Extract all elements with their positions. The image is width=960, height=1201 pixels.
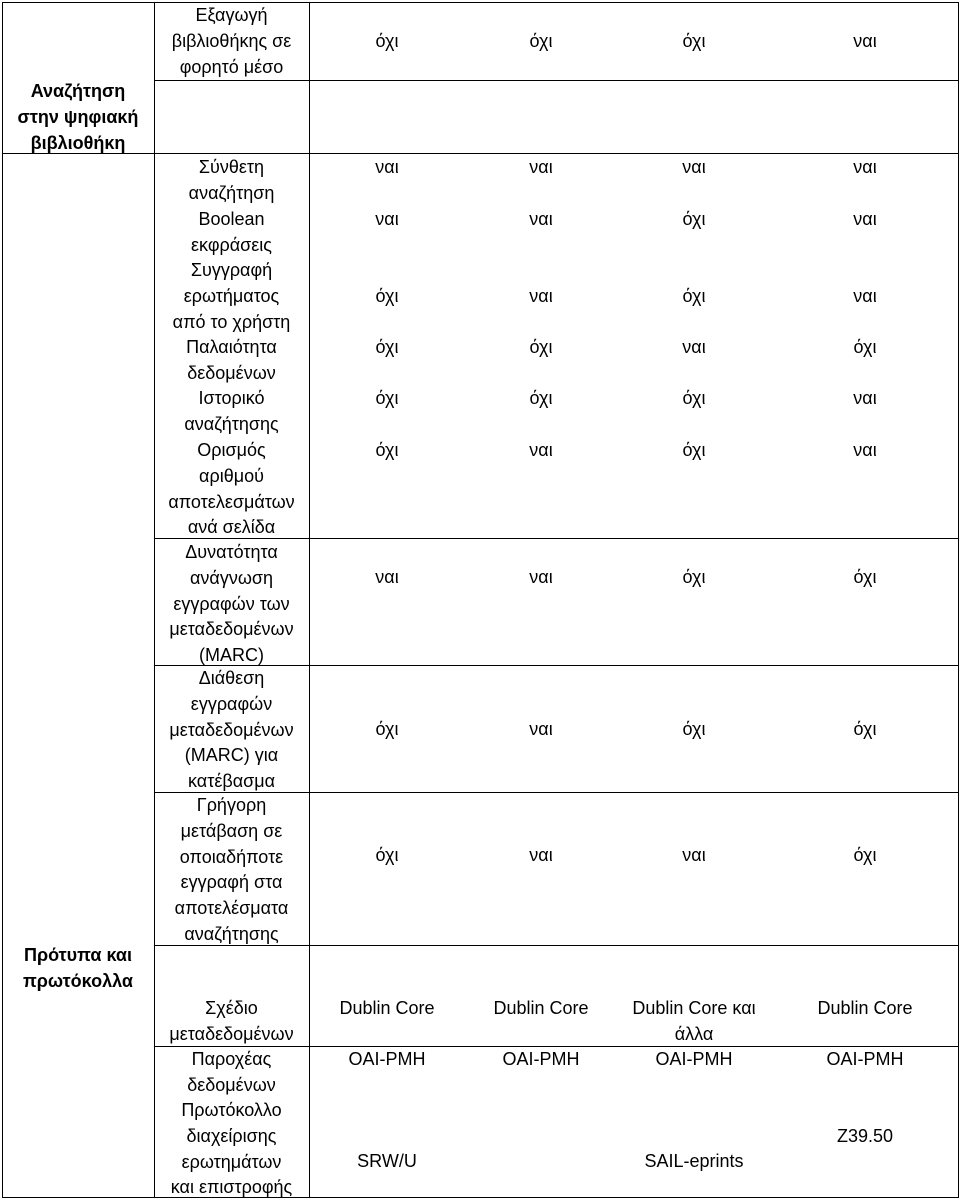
value-cell: ναι <box>853 31 877 51</box>
feature-label: Συγγραφή ερωτήματος από το χρήστη <box>172 260 291 332</box>
value-cell: όχι <box>375 388 399 408</box>
feature-label: Δυνατότητα ανάγνωση εγγραφών των μεταδεδομένων (MARC) <box>169 542 294 666</box>
value-cell: όχι <box>682 286 706 306</box>
feature-label: Πρωτόκολλο διαχείρισης ερωτημάτων και επιστροφής <box>170 1100 293 1198</box>
value-cell: όχι <box>853 845 877 865</box>
value-cell: ναι <box>682 845 706 865</box>
value-cell: OAI-PMH <box>655 1049 733 1069</box>
value-cell: Dublin Core και άλλα <box>632 998 756 1044</box>
value-cell: Z39.50 <box>836 1126 894 1146</box>
value-cell: όχι <box>853 719 877 739</box>
value-cell: ναι <box>853 286 877 306</box>
category-label: Αναζήτηση στην ψηφιακή βιβλιοθήκη <box>17 81 139 153</box>
value-cell: ναι <box>529 845 553 865</box>
feature-label: Σχέδιο μεταδεδομένων <box>169 998 294 1044</box>
value-cell: Dublin Core <box>817 998 913 1018</box>
value-cell: όχι <box>529 388 553 408</box>
value-cell: όχι <box>853 337 877 357</box>
value-cell: ναι <box>529 567 553 587</box>
value-cell: ναι <box>375 209 399 229</box>
value-cell: ναι <box>375 567 399 587</box>
feature-label: Ιστορικό αναζήτησης <box>184 388 279 434</box>
feature-label: Διάθεση εγγραφών μεταδεδομένων (MARC) για κατέβασμα <box>169 668 294 792</box>
value-cell: ναι <box>853 157 877 177</box>
value-cell: ναι <box>853 209 877 229</box>
table-line <box>958 2 959 1198</box>
value-cell: ναι <box>529 157 553 177</box>
feature-label: Εξαγωγή βιβλιοθήκης σε φορητό μέσο <box>171 5 292 77</box>
table-line <box>154 2 155 1198</box>
value-cell: ναι <box>853 440 877 460</box>
feature-label: Boolean εκφράσεις <box>191 209 272 255</box>
value-cell: ναι <box>853 388 877 408</box>
value-cell: όχι <box>375 719 399 739</box>
value-cell: όχι <box>682 567 706 587</box>
value-cell: όχι <box>853 567 877 587</box>
feature-label: Ορισμός αριθμού αποτελεσμάτων ανά σελίδα <box>168 440 295 538</box>
value-cell: ναι <box>375 157 399 177</box>
value-cell: Dublin Core <box>339 998 435 1018</box>
value-cell: ναι <box>529 286 553 306</box>
value-cell: Dublin Core <box>493 998 589 1018</box>
value-cell: ναι <box>529 209 553 229</box>
value-cell: ναι <box>682 337 706 357</box>
value-cell: όχι <box>682 209 706 229</box>
table-line <box>2 2 3 1198</box>
value-cell: όχι <box>682 31 706 51</box>
value-cell: ναι <box>529 719 553 739</box>
value-cell: όχι <box>529 337 553 357</box>
category-label: Πρότυπα και πρωτόκολλα <box>23 945 133 991</box>
value-cell: ναι <box>529 440 553 460</box>
value-cell: OAI-PMH <box>826 1049 904 1069</box>
value-cell: SAIL-eprints <box>644 1151 744 1171</box>
value-cell: όχι <box>375 286 399 306</box>
feature-label: Παροχέας δεδομένων <box>187 1049 276 1095</box>
table-line <box>2 1197 958 1198</box>
value-cell: όχι <box>375 31 399 51</box>
value-cell: όχι <box>375 845 399 865</box>
feature-label: Παλαιότητα δεδομένων <box>186 337 277 383</box>
feature-label: Σύνθετη αναζήτηση <box>188 157 275 203</box>
value-cell: όχι <box>375 440 399 460</box>
value-cell: όχι <box>529 31 553 51</box>
value-cell: όχι <box>682 388 706 408</box>
table-line <box>2 2 958 3</box>
value-cell: όχι <box>682 440 706 460</box>
table-line <box>309 2 310 1198</box>
value-cell: όχι <box>375 337 399 357</box>
value-cell: OAI-PMH <box>502 1049 580 1069</box>
value-cell: OAI-PMH <box>348 1049 426 1069</box>
feature-label: Γρήγορη μετάβαση σε οποιαδήποτε εγγραφή στα αποτελέσματα αναζήτησης <box>174 795 289 944</box>
value-cell: όχι <box>682 719 706 739</box>
value-cell: ναι <box>682 157 706 177</box>
value-cell: SRW/U <box>357 1151 417 1171</box>
